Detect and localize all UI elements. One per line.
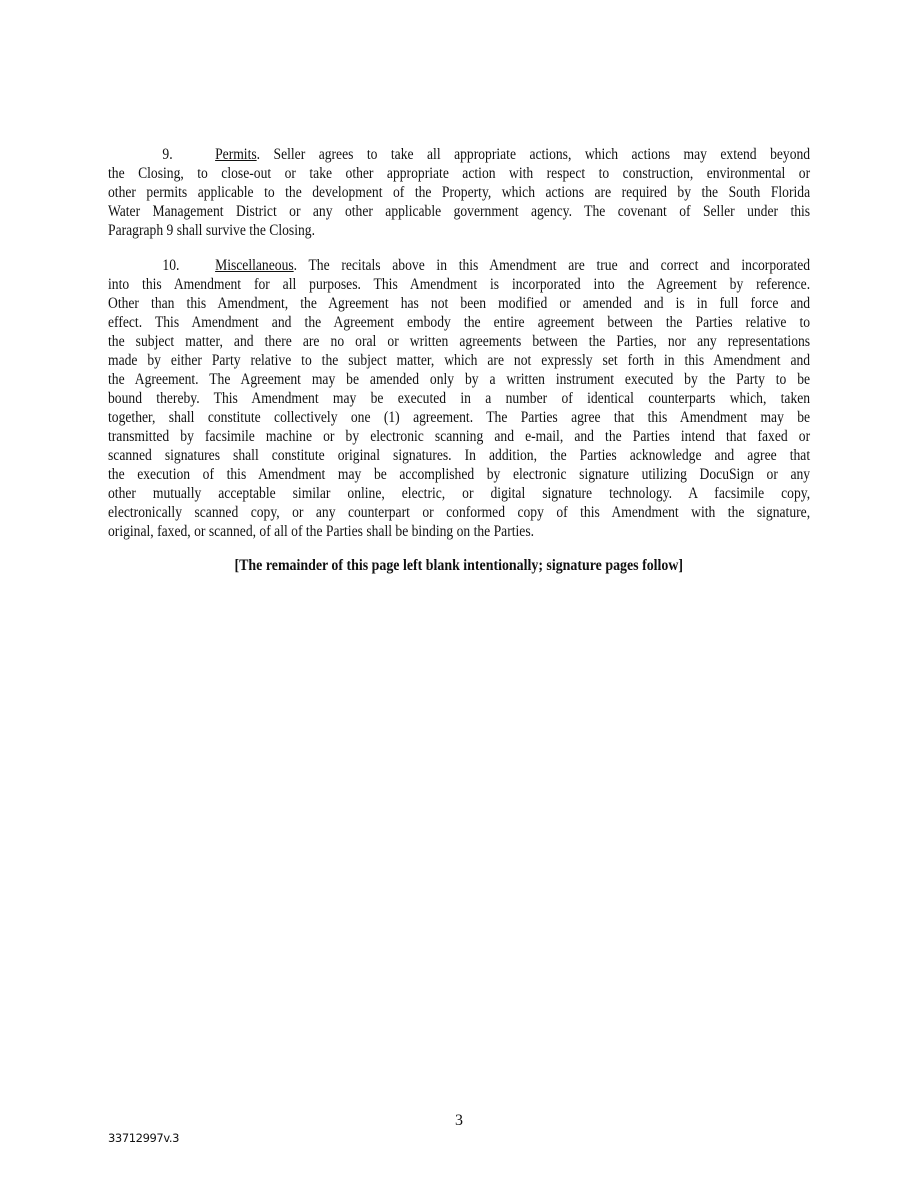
blank-page-notice bbox=[0, 557, 918, 575]
paragraph-line bbox=[108, 145, 810, 164]
page-number: 3 bbox=[455, 1112, 463, 1129]
paragraph-line bbox=[108, 256, 810, 275]
paragraph-line: other mutually acceptable similar online, electric, or digital signature technology. A facsimile copy, bbox=[108, 485, 811, 502]
paragraph-line: Paragraph 9 shall survive the Closing. bbox=[108, 222, 315, 239]
notice-text: [The remainder of this page left blank intentionally; signature pages follow] bbox=[234, 557, 684, 574]
paragraph-line: the execution of this Amendment may be accomplished by electronic signature utilizing DocuSign or any bbox=[108, 466, 811, 483]
paragraph-line: transmitted by facsimile machine or by electronic scanning and e-mail, and the Parties intend that faxed or bbox=[108, 428, 811, 445]
paragraph-line: the Closing, to close-out or take other appropriate action with respect to construction, environmental or bbox=[108, 165, 811, 182]
paragraph-line: Water Management District or any other applicable government agency. The covenant of Seller under this bbox=[108, 203, 811, 220]
paragraph-heading: Permits bbox=[215, 146, 257, 163]
paragraph-line: the subject matter, and there are no oral or written agreements between the Parties, nor any representations bbox=[108, 333, 811, 350]
paragraph-text: . Seller agrees to take all appropriate actions, which actions may extend beyond bbox=[256, 146, 811, 163]
paragraph-number: 10. bbox=[162, 257, 180, 274]
paragraph-line: other permits applicable to the development of the Property, which actions are required by the South Florida bbox=[108, 184, 811, 201]
paragraph-line: bound thereby. This Amendment may be executed in a number of identical counterparts which, taken bbox=[108, 390, 811, 407]
paragraph-line: into this Amendment for all purposes. This Amendment is incorporated into the Agreement by reference. bbox=[108, 276, 811, 293]
paragraph-line: electronically scanned copy, or any counterpart or conformed copy of this Amendment with the signature, bbox=[108, 504, 811, 521]
paragraph-line: Other than this Amendment, the Agreement has not been modified or amended and is in full force and bbox=[108, 295, 811, 312]
document-id: 33712997v.3 bbox=[108, 1131, 180, 1145]
paragraph-heading: Miscellaneous bbox=[215, 257, 294, 274]
paragraph-line: original, faxed, or scanned, of all of the Parties shall be binding on the Parties. bbox=[108, 523, 535, 540]
paragraph-text: . The recitals above in this Amendment are true and correct and incorporated bbox=[293, 257, 811, 274]
paragraph-10 bbox=[108, 256, 810, 541]
paragraph-line: together, shall constitute collectively one (1) agreement. The Parties agree that this Amendment may be bbox=[108, 409, 811, 426]
paragraph-line: effect. This Amendment and the Agreement embody the entire agreement between the Parties relative to bbox=[108, 314, 811, 331]
paragraph-line: scanned signatures shall constitute original signatures. In addition, the Parties acknowledge and agree that bbox=[108, 447, 811, 464]
paragraph-9 bbox=[108, 145, 810, 240]
paragraph-line: made by either Party relative to the subject matter, which are not expressly set forth in this Amendment and bbox=[108, 352, 811, 369]
paragraph-line: the Agreement. The Agreement may be amended only by a written instrument executed by the Party to be bbox=[108, 371, 811, 388]
paragraph-number: 9. bbox=[162, 146, 173, 163]
